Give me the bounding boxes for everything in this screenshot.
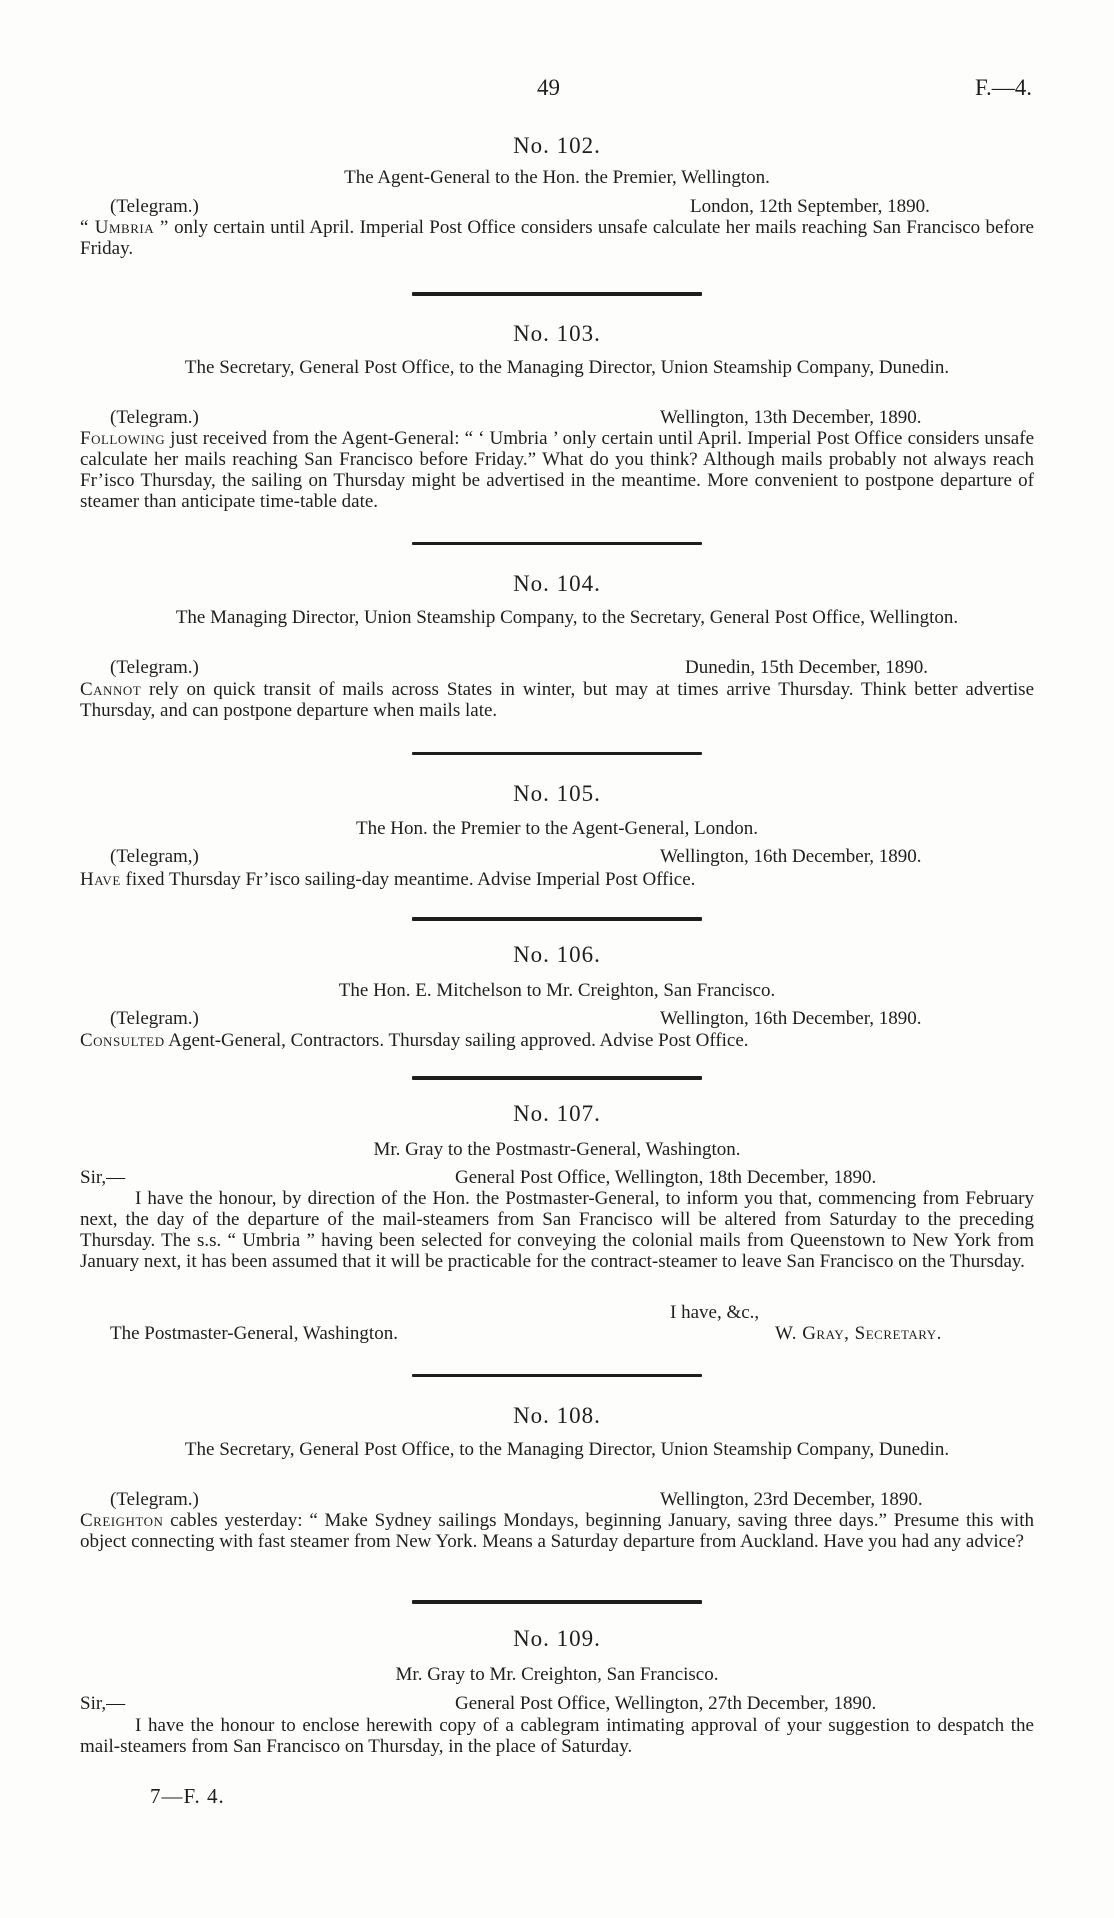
item-salutation: Sir,—: [80, 1167, 126, 1188]
item-body: cables yesterday: “ Make Sydney sailings Mondays, beginning January, saving three days.” Presume this with object connecting with fast steamer from New York. Means a Saturday departure from Auckland. Have you had any advice?: [80, 1510, 1034, 1552]
item-heading: Mr. Gray to Mr. Creighton, San Francisco.: [395, 1664, 719, 1685]
signature-mark: 7—F. 4.: [150, 1784, 225, 1808]
item-form: (Telegram.): [110, 196, 199, 217]
item-body: rely on quick transit of mails across States in winter, but may at times arrive Thursday. Think better advertise Thursday, and can postpone departure when mails late.: [80, 679, 1034, 721]
section-rule: [412, 542, 702, 545]
item-meta: [80, 1167, 1034, 1188]
lead-word: Have: [80, 869, 121, 890]
item-dateline: Wellington, 13th December, 1890.: [660, 407, 922, 428]
item-dateline: Dunedin, 15th December, 1890.: [685, 657, 929, 678]
item-body: fixed Thursday Fr’isco sailing-day meantime. Advise Imperial Post Office.: [120, 869, 696, 890]
item-number: No. 105.: [513, 781, 601, 806]
item-dateline: Wellington, 16th December, 1890.: [660, 1008, 922, 1029]
section-rule: [412, 1076, 702, 1080]
item-text: [80, 217, 1034, 259]
item-heading: The Agent-General to the Hon. the Premier, Wellington.: [344, 167, 770, 188]
item-number: No. 106.: [513, 942, 601, 967]
item-dateline: General Post Office, Wellington, 27th December, 1890.: [455, 1693, 877, 1714]
item-number: No. 109.: [513, 1626, 601, 1651]
item-salutation: Sir,—: [80, 1693, 126, 1714]
section-rule: [412, 292, 702, 296]
item-meta: [80, 1008, 1034, 1029]
item-number: No. 104.: [513, 571, 601, 596]
section-rule: [412, 752, 702, 755]
page-number: 49: [537, 75, 560, 100]
item-meta: [80, 1489, 1034, 1510]
item-heading: The Secretary, General Post Office, to the Managing Director, Union Steamship Company, Dunedin.: [184, 357, 950, 378]
item-text: [80, 428, 1034, 512]
item-heading: The Hon. E. Mitchelson to Mr. Creighton, San Francisco.: [338, 980, 776, 1001]
item-dateline: Wellington, 16th December, 1890.: [660, 846, 922, 867]
item-meta: [80, 407, 1034, 428]
lead-word: “ Umbria ”: [80, 217, 169, 238]
item-body: only certain until April. Imperial Post Office considers unsafe calculate her mails reaching San Francisco before Friday.: [80, 217, 1034, 259]
letter-signature: W. Gray, Secretary.: [775, 1323, 942, 1344]
item-meta: [80, 196, 1034, 217]
item-text: [80, 1030, 1034, 1051]
item-heading: The Hon. the Premier to the Agent-General, London.: [355, 818, 759, 839]
letter-addressee: The Postmaster-General, Washington.: [110, 1323, 398, 1344]
item-number: No. 103.: [513, 321, 601, 346]
item-number: No. 102.: [513, 133, 601, 158]
item-meta: [80, 1693, 1034, 1714]
item-meta: [80, 846, 1034, 867]
item-form: (Telegram.): [110, 407, 199, 428]
section-rule: [412, 917, 702, 921]
item-form: (Telegram.): [110, 657, 199, 678]
item-text: [80, 869, 1034, 890]
item-heading: Mr. Gray to the Postmastr-General, Washington.: [373, 1139, 741, 1160]
lead-word: Cannot: [80, 679, 142, 700]
item-meta: [80, 657, 1034, 678]
lead-word: Creighton: [80, 1510, 164, 1531]
section-rule: [412, 1374, 702, 1377]
item-number: No. 108.: [513, 1403, 601, 1428]
item-body: I have the honour to enclose herewith copy of a cablegram intimating approval of your suggestion to despatch the mail-steamers from San Francisco on Thursday, in the place of Saturday.: [80, 1715, 1034, 1757]
section-rule: [412, 1600, 702, 1604]
item-text: [80, 679, 1034, 721]
item-heading: The Secretary, General Post Office, to the Managing Director, Union Steamship Company, Dunedin.: [184, 1439, 950, 1460]
lead-word: Following: [80, 428, 166, 449]
item-dateline: London, 12th September, 1890.: [690, 196, 930, 217]
item-text: [80, 1715, 1034, 1757]
letter-closing: [80, 1302, 1034, 1344]
item-body: just received from the Agent-General: “ ‘ Umbria ’ only certain until April. Imperial Post Office considers unsafe calculate her mails reaching San Francisco before Friday.” What do you think? Although mails probably not always reach Fr’isco Thursday, the sailing on Thursday might be advertised in the meantime. More convenient to postpone departure of steamer than anticipate time-table date.: [80, 428, 1034, 512]
item-form: (Telegram,): [110, 846, 199, 867]
lead-word: Consulted: [80, 1030, 165, 1051]
item-body: Agent-General, Contractors. Thursday sailing approved. Advise Post Office.: [164, 1030, 749, 1051]
item-dateline: Wellington, 23rd December, 1890.: [660, 1489, 923, 1510]
item-dateline: General Post Office, Wellington, 18th December, 1890.: [455, 1167, 877, 1188]
item-heading: The Managing Director, Union Steamship Company, to the Secretary, General Post Office, Wellington.: [175, 607, 959, 628]
closing-phrase: I have, &c.,: [670, 1302, 760, 1323]
document-reference: F.—4.: [975, 75, 1032, 100]
item-body: I have the honour, by direction of the Hon. the Postmaster-General, to inform you that, commencing from February next, the day of the departure of the mail-steamers from San Francisco will be altered from Saturday to the preceding Thursday. The s.s. “ Umbria ” having been selected for conveying the colonial mails from Queenstown to New York from January next, it has been assumed that it will be practicable for the contract-steamer to leave San Francisco on the Thursday.: [80, 1188, 1034, 1272]
item-form: (Telegram.): [110, 1489, 199, 1510]
item-text: [80, 1510, 1034, 1552]
item-text: [80, 1188, 1034, 1272]
item-form: (Telegram.): [110, 1008, 199, 1029]
item-number: No. 107.: [513, 1101, 601, 1126]
